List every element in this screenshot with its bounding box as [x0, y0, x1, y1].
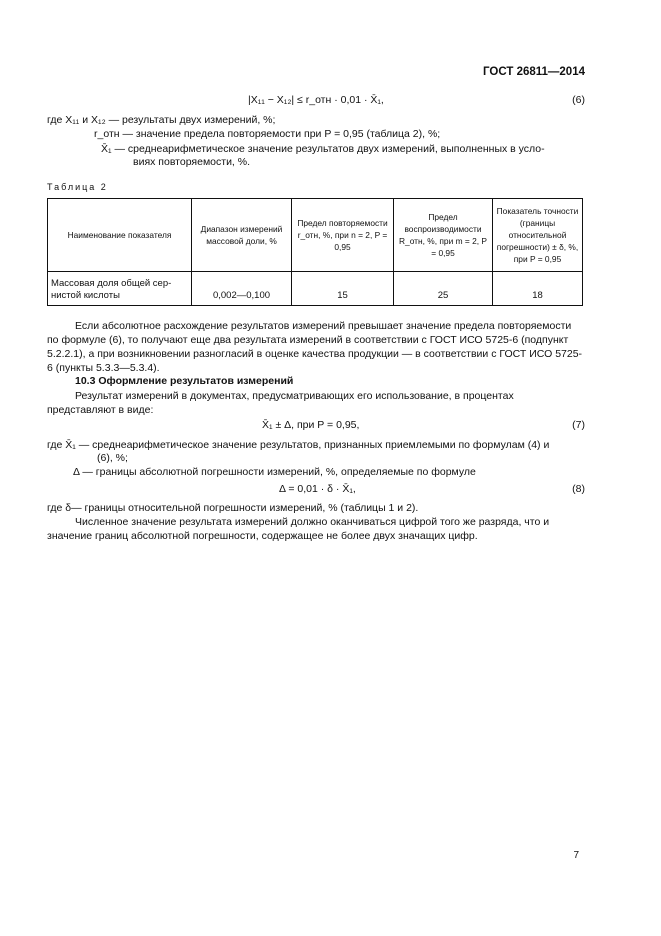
section-title: Оформление результатов измерений	[98, 375, 294, 387]
where-line: где X₁₁ и X₁₂ — результаты двух измерений, %;	[47, 114, 276, 126]
table-cell: 25	[394, 272, 493, 306]
page-number: 7	[573, 850, 579, 861]
table-header-cell: Наименование показателя	[48, 199, 192, 272]
table-caption: Таблица 2	[47, 182, 108, 192]
table-cell: 18	[493, 272, 583, 306]
formula-8: Δ = 0,01 · δ · X̄₁,	[279, 483, 356, 495]
section-number: 10.3	[75, 375, 96, 387]
table-header-cell: Предел повторяемости r_отн, %, при n = 2, P = 0,95	[292, 199, 394, 272]
where-line: Δ — границы абсолютной погрешности измерений, %, определяемые по формуле	[73, 466, 476, 478]
where-line: где X̄₁ — среднеарифметическое значение результатов, признанных приемлемыми по формулам (4) и	[47, 439, 550, 451]
document-header: ГОСТ 26811—2014	[483, 66, 585, 78]
table-cell: 0,002—0,100	[192, 272, 292, 306]
formula-6: |X₁₁ − X₁₂| ≤ r_отн · 0,01 · X̄₁,	[248, 94, 384, 106]
section-heading	[75, 374, 293, 388]
table-header-row	[48, 199, 583, 272]
table-cell: Массовая доля общей сер- нистой кислоты	[48, 272, 192, 306]
formula-8-number: (8)	[572, 483, 585, 495]
table-header-cell: Диапазон измерений массовой доли, %	[192, 199, 292, 272]
where-line: X̄₁ — среднеарифметическое значение результатов двух измерений, выполненных в усло-	[101, 143, 545, 155]
paragraph: Численное значение результата измерений должно оканчиваться цифрой того же разряда, что и значение границ абсолютной погрешности, содержащее не более двух значащих цифр.	[47, 516, 550, 542]
where-line: где δ— границы относительной погрешности измерений, % (таблицы 1 и 2).	[47, 502, 419, 514]
paragraph: Результат измерений в документах, предусматривающих его использование, в процентах представляют в виде:	[47, 390, 514, 416]
table-row	[48, 272, 583, 306]
formula-7: X̄₁ ± Δ, при P = 0,95,	[262, 419, 360, 431]
table-2	[47, 198, 583, 306]
table-cell: 15	[292, 272, 394, 306]
where-line: r_отн — значение предела повторяемости при P = 0,95 (таблица 2), %;	[94, 128, 441, 140]
where-line: (6), %;	[97, 452, 128, 464]
formula-6-number: (6)	[572, 94, 585, 106]
formula-7-number: (7)	[572, 419, 585, 431]
where-line: виях повторяемости, %.	[133, 156, 251, 168]
table-header-cell: Предел воспроизводимости R_отн, %, при m = 2, P = 0,95	[394, 199, 493, 272]
table-header-cell: Показатель точности (границы относительной погрешности) ± δ, %, при P = 0,95	[493, 199, 583, 272]
paragraph: Если абсолютное расхождение результатов измерений превышает значение предела повторяемости по формуле (6), то получают еще два результата измерений в соответствии с ГОСТ ИСО 5725-6 (подпункт 5.2.2.1), а при возникновении разногласий в оценке качества продукции — в соответствии с ГОСТ ИСО 5725-6 (пункты 5.3.3—5.3.4).	[47, 320, 583, 374]
